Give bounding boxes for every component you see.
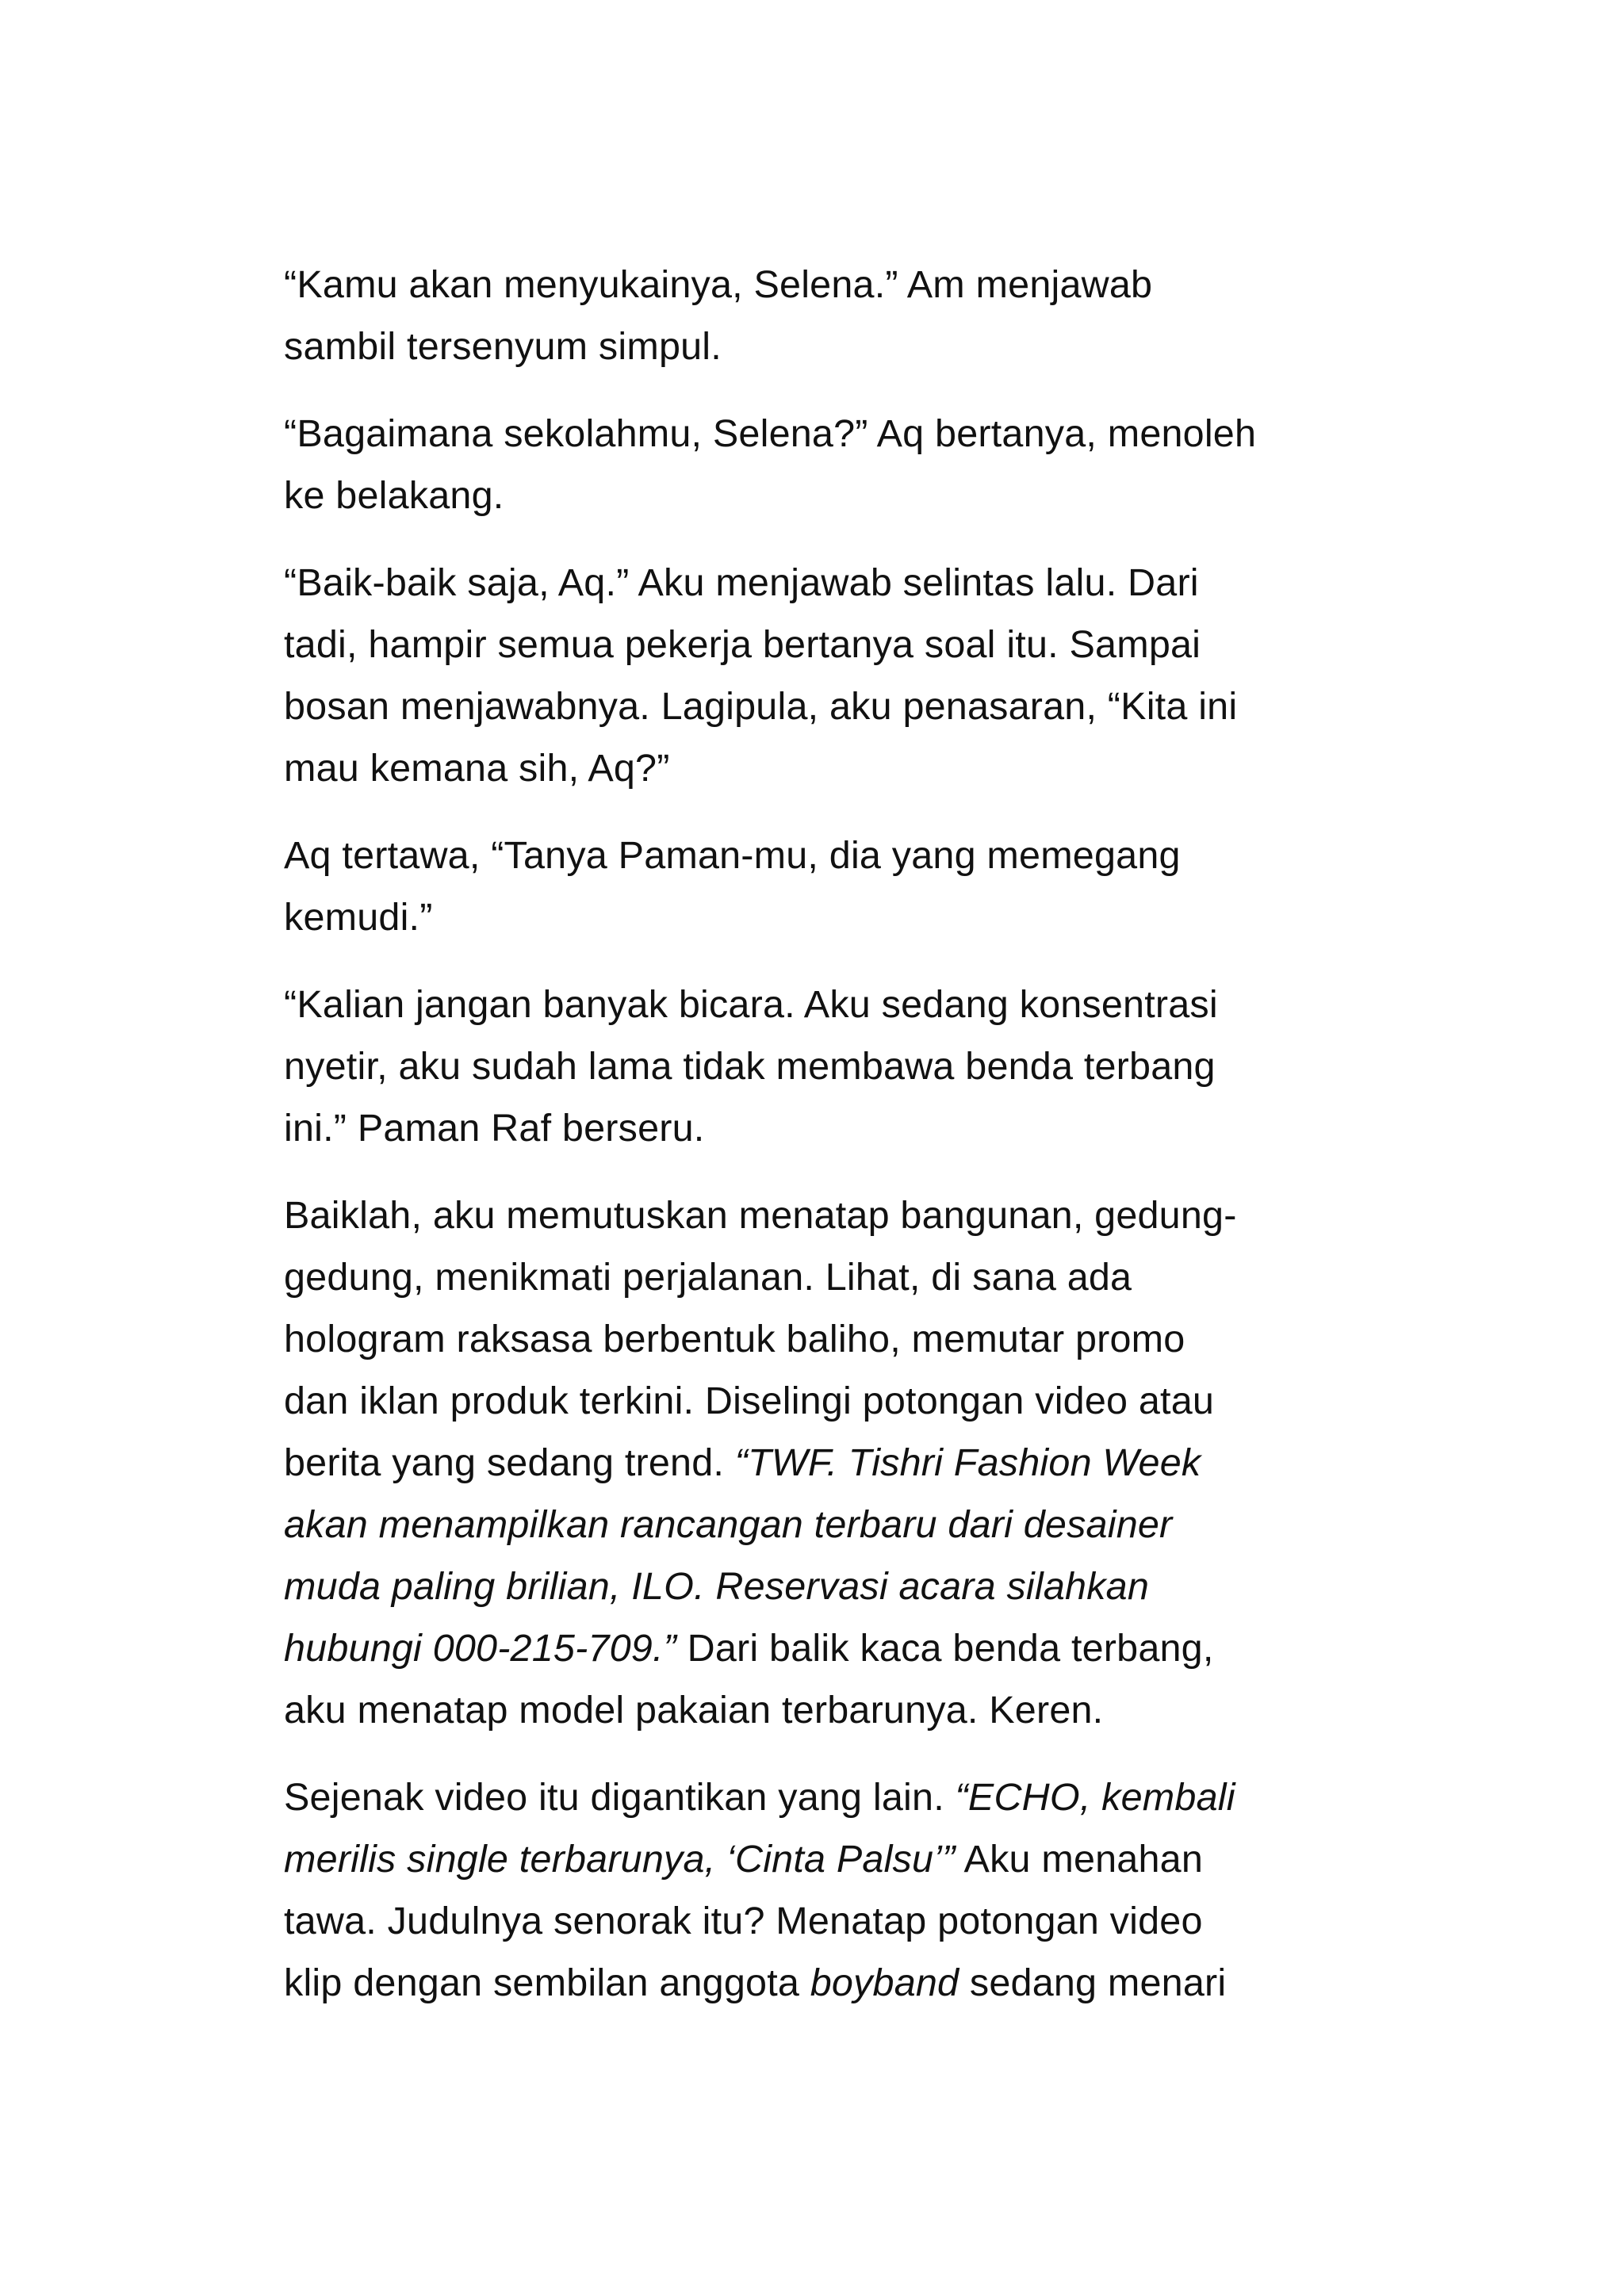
body-text: Aku menahan	[955, 1838, 1204, 1881]
italic-text: boyband	[810, 1961, 959, 2004]
paragraph	[284, 1184, 1362, 1741]
text-line	[284, 465, 1362, 526]
body-text: Dari balik kaca benda terbang,	[676, 1627, 1214, 1670]
text-line	[284, 974, 1362, 1035]
body-text: “Baik-baik saja, Aq.” Aku menjawab selintas lalu. Dari	[284, 561, 1199, 604]
italic-text: “ECHO, kembali	[955, 1776, 1235, 1819]
italic-text: “TWF. Tishri Fashion Week	[734, 1441, 1201, 1484]
text-line	[284, 1890, 1362, 1952]
page-body-text	[284, 254, 1362, 2039]
paragraph	[284, 403, 1362, 526]
text-line	[284, 1679, 1362, 1741]
body-text: aku menatap model pakaian terbarunya. Keren.	[284, 1689, 1104, 1732]
body-text: ini.” Paman Raf berseru.	[284, 1107, 705, 1150]
text-line	[284, 675, 1362, 737]
text-line	[284, 552, 1362, 614]
body-text: sambil tersenyum simpul.	[284, 325, 722, 368]
italic-text: hubungi 000-215-709.”	[284, 1627, 676, 1670]
body-text: Sejenak video itu digantikan yang lain.	[284, 1776, 956, 1819]
paragraph	[284, 552, 1362, 799]
body-text: sedang menari	[959, 1961, 1227, 2004]
text-line	[284, 737, 1362, 799]
body-text: “Kamu akan menyukainya, Selena.” Am menjawab	[284, 263, 1153, 306]
body-text: nyetir, aku sudah lama tidak membawa benda terbang	[284, 1045, 1216, 1088]
text-line	[284, 1952, 1362, 2014]
body-text: klip dengan sembilan anggota	[284, 1961, 810, 2004]
paragraph	[284, 974, 1362, 1159]
body-text: “Bagaimana sekolahmu, Selena?” Aq bertanya, menoleh	[284, 412, 1257, 455]
text-line	[284, 1432, 1362, 1494]
text-line	[284, 1556, 1362, 1617]
body-text: Aq tertawa, “Tanya Paman-mu, dia yang memegang	[284, 834, 1181, 877]
italic-text: akan menampilkan rancangan terbaru dari desainer	[284, 1503, 1173, 1546]
paragraph	[284, 1766, 1362, 2014]
body-text: ke belakang.	[284, 474, 504, 517]
italic-text: muda paling brilian, ILO. Reservasi acara silahkan	[284, 1565, 1150, 1608]
text-line	[284, 614, 1362, 675]
text-line	[284, 316, 1362, 377]
text-line	[284, 403, 1362, 465]
text-line	[284, 1308, 1362, 1370]
text-line	[284, 1035, 1362, 1097]
body-text: “Kalian jangan banyak bicara. Aku sedang konsentrasi	[284, 983, 1218, 1026]
text-line	[284, 825, 1362, 886]
text-line	[284, 886, 1362, 948]
text-line	[284, 1617, 1362, 1679]
text-line	[284, 254, 1362, 316]
text-line	[284, 1766, 1362, 1828]
text-line	[284, 1370, 1362, 1432]
body-text: hologram raksasa berbentuk baliho, memutar promo	[284, 1318, 1185, 1360]
body-text: mau kemana sih, Aq?”	[284, 747, 670, 790]
body-text: tawa. Judulnya senorak itu? Menatap potongan video	[284, 1900, 1203, 1942]
body-text: tadi, hampir semua pekerja bertanya soal itu. Sampai	[284, 623, 1201, 666]
body-text: berita yang sedang trend.	[284, 1441, 735, 1484]
body-text: bosan menjawabnya. Lagipula, aku penasaran, “Kita ini	[284, 685, 1238, 728]
text-line	[284, 1246, 1362, 1308]
italic-text: merilis single terbarunya, ‘Cinta Palsu’”	[284, 1838, 956, 1881]
body-text: dan iklan produk terkini. Diselingi potongan video atau	[284, 1380, 1215, 1422]
body-text: Baiklah, aku memutuskan menatap bangunan, gedung-	[284, 1194, 1237, 1237]
text-line	[284, 1097, 1362, 1159]
text-line	[284, 1494, 1362, 1556]
paragraph	[284, 825, 1362, 948]
paragraph	[284, 254, 1362, 377]
body-text: kemudi.”	[284, 896, 433, 939]
text-line	[284, 1184, 1362, 1246]
body-text: gedung, menikmati perjalanan. Lihat, di sana ada	[284, 1256, 1132, 1299]
text-line	[284, 1828, 1362, 1890]
